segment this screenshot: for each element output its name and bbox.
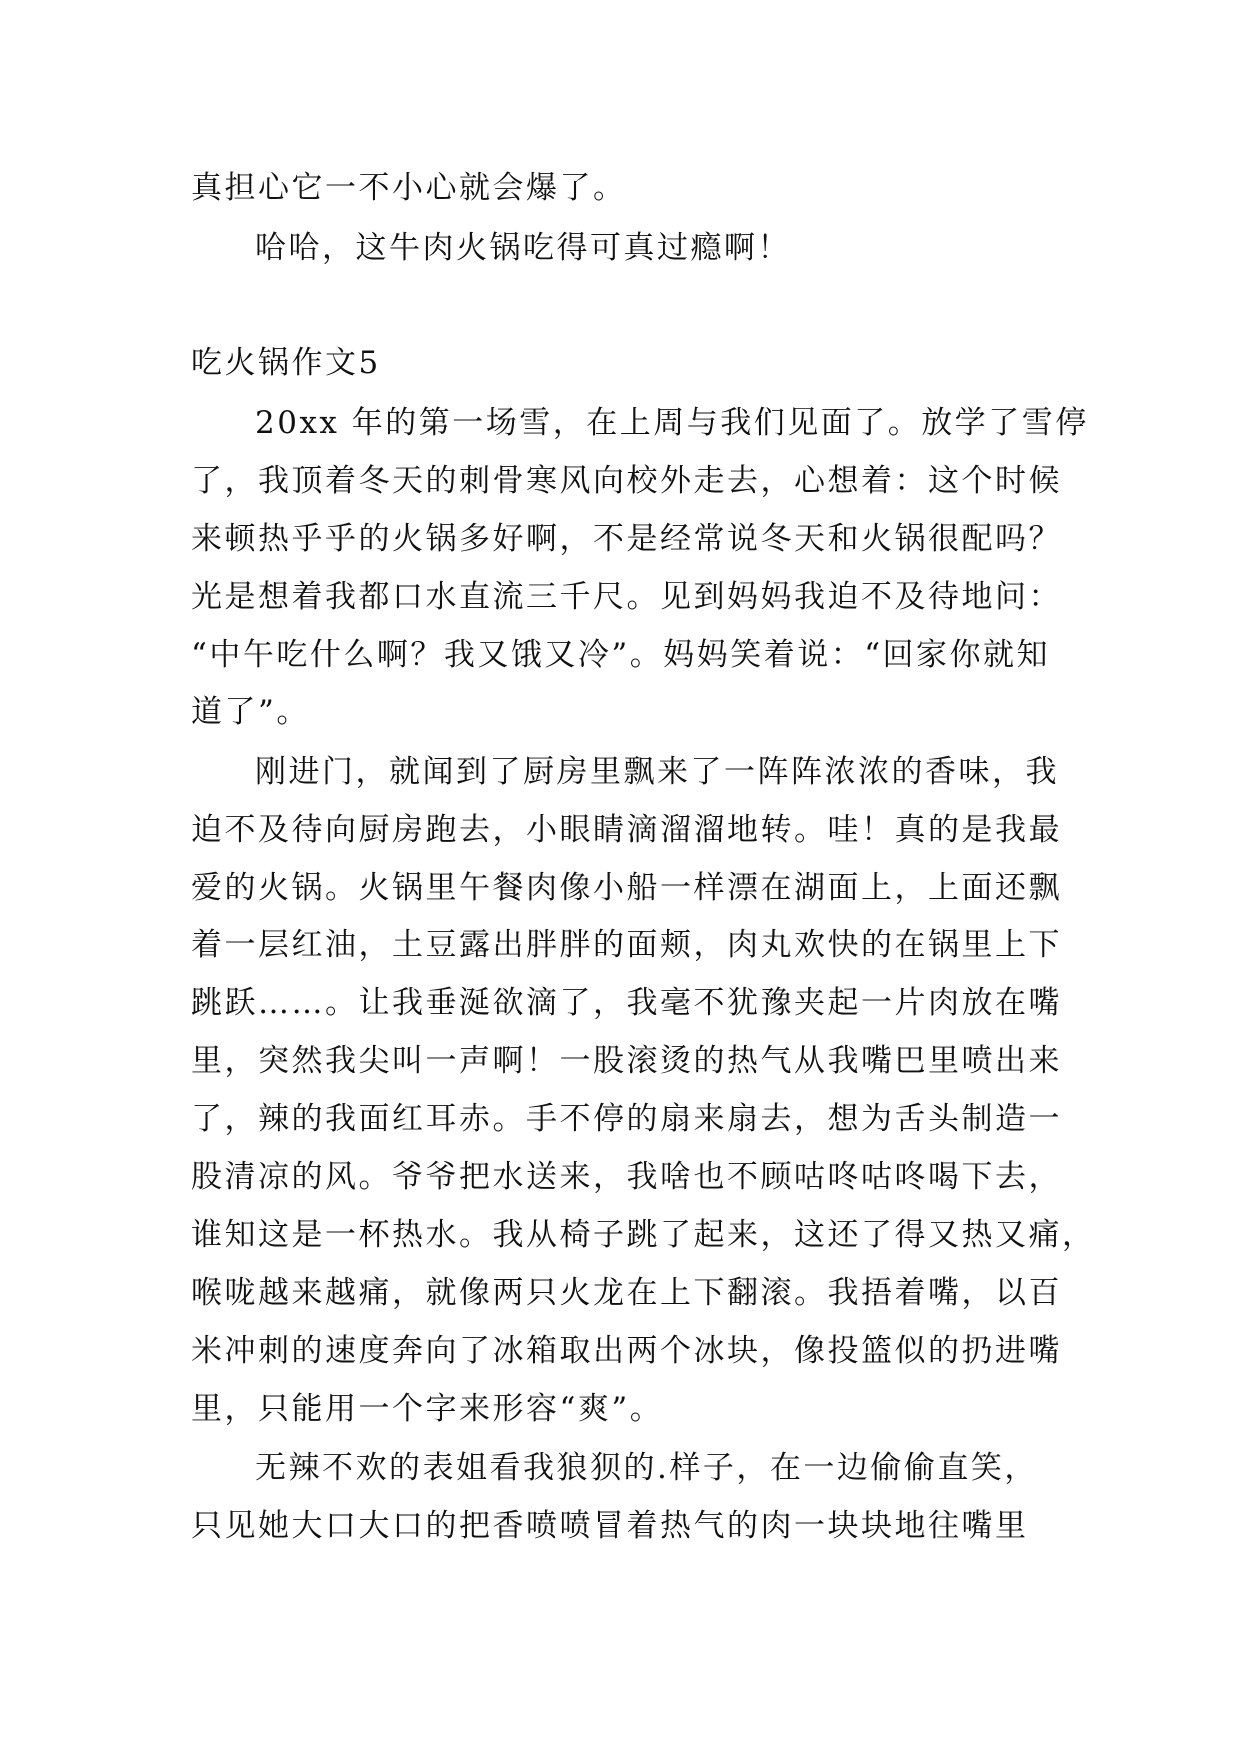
text-line: 了，我顶着冬天的刺骨寒风向校外走去，心想着：这个时候 — [191, 463, 1062, 499]
text-line: 跳跃……。让我垂涎欲滴了，我毫不犹豫夹起一片肉放在嘴 — [191, 985, 1062, 1021]
text-line: 光是想着我都口水直流三千尺。见到妈妈我迫不及待地问： — [191, 579, 1062, 615]
text-line: 了，辣的我面红耳赤。手不停的扇来扇去，想为舌头制造一 — [191, 1101, 1062, 1137]
text-line: 无辣不欢的表姐看我狼狈的.样子，在一边偷偷直笑， — [255, 1450, 1038, 1486]
text-line: 喉咙越来越痛，就像两只火龙在上下翻滚。我捂着嘴，以百 — [191, 1275, 1062, 1311]
text-line: “中午吃什么啊？我又饿又冷”。妈妈笑着说：“回家你就知 — [191, 637, 1051, 673]
text-line: 迫不及待向厨房跑去，小眼睛滴溜溜地转。哇！真的是我最 — [191, 812, 1062, 848]
text-line: 着一层红油，土豆露出胖胖的面颊，肉丸欢快的在锅里上下 — [191, 927, 1062, 963]
text-line: 里，突然我尖叫一声啊！一股滚烫的热气从我嘴巴里喷出来 — [191, 1043, 1062, 1079]
text-line: 爱的火锅。火锅里午餐肉像小船一样漂在湖面上，上面还飘 — [191, 870, 1062, 906]
text-line: 里，只能用一个字来形容“爽”。 — [191, 1391, 664, 1427]
text-line: 真担心它一不小心就会爆了。 — [191, 170, 627, 206]
text-line: 刚进门，就闻到了厨房里飘来了一阵阵浓浓的香味，我 — [255, 754, 1059, 790]
text-line: 股清凉的风。爷爷把水送来，我啥也不顾咕咚咕咚喝下去， — [191, 1159, 1062, 1195]
text-line: 哈哈，这牛肉火锅吃得可真过瘾啊！ — [255, 230, 791, 266]
text-line: 道了”。 — [191, 694, 310, 730]
section-title: 吃火锅作文5 — [191, 345, 381, 381]
text-line: 来顿热乎乎的火锅多好啊，不是经常说冬天和火锅很配吗？ — [191, 521, 1062, 557]
text-line: 20xx 年的第一场雪，在上周与我们见面了。放学了雪停 — [255, 405, 1089, 441]
text-line: 只见她大口大口的把香喷喷冒着热气的肉一块块地往嘴里 — [191, 1508, 1029, 1544]
text-line: 谁知这是一杯热水。我从椅子跳了起来，这还了得又热又痛， — [191, 1217, 1096, 1253]
text-line: 米冲刺的速度奔向了冰箱取出两个冰块，像投篮似的扔进嘴 — [191, 1333, 1062, 1369]
